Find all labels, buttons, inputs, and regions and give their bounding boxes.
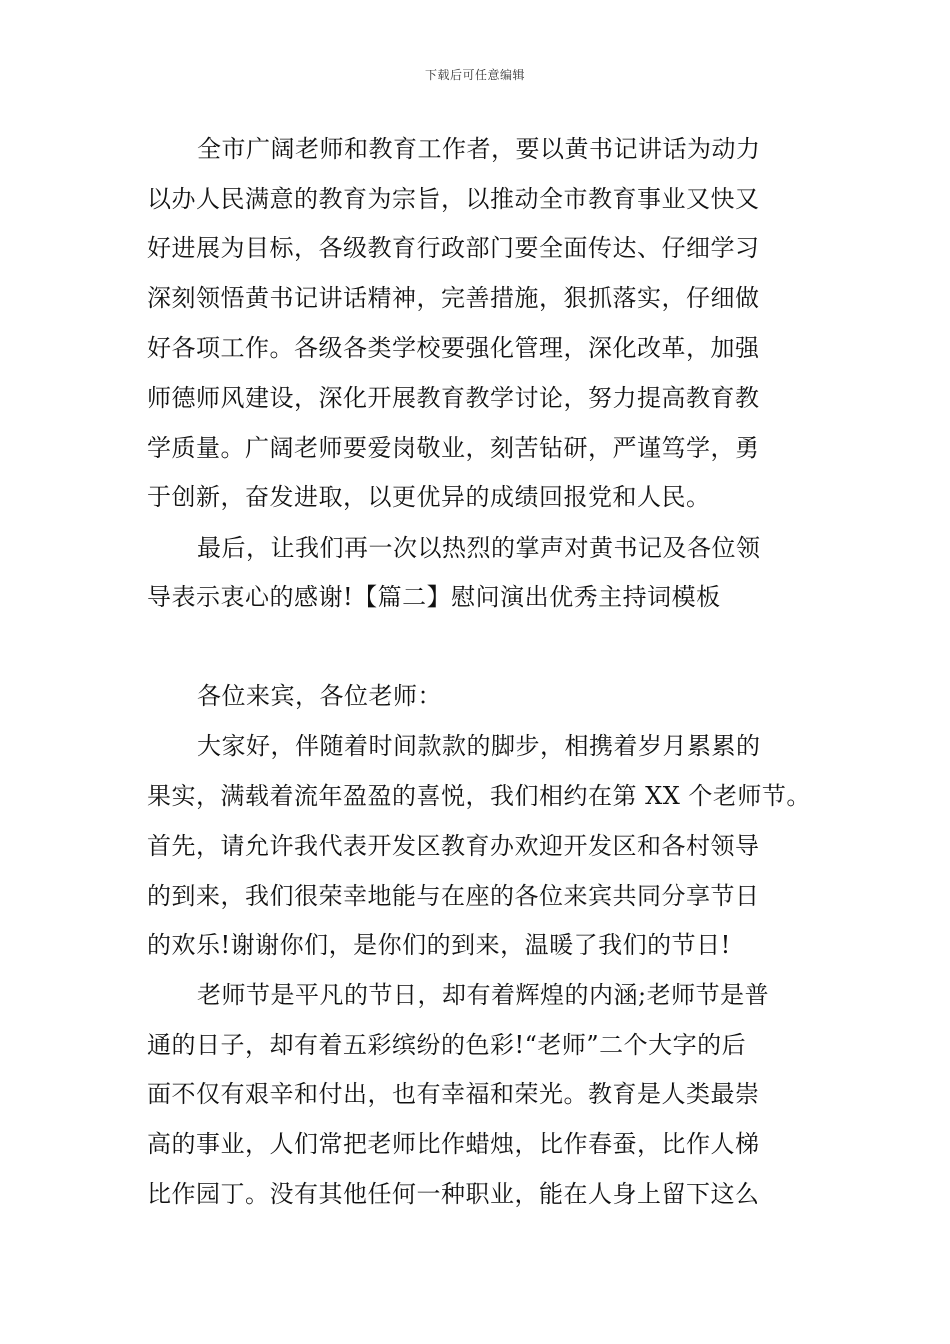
paragraph-line: 首先，请允许我代表开发区教育办欢迎开发区和各村领导 [147, 832, 760, 860]
paragraph-line: 通的日子，却有着五彩缤纷的色彩!“老师”二个大字的后 [147, 1031, 747, 1059]
paragraph-line: 面不仅有艰辛和付出，也有幸福和荣光。教育是人类最崇 [147, 1080, 760, 1108]
paragraph-line: 比作园丁。没有其他任何一种职业，能在人身上留下这么 [147, 1180, 760, 1208]
paragraph-line: 好各项工作。各级各类学校要强化管理，深化改革，加强 [147, 334, 760, 362]
paragraph-line: 老师节是平凡的节日，却有着辉煌的内涵;老师节是普 [197, 981, 770, 1009]
paragraph-line: 导表示衷心的感谢!【篇二】慰问演出优秀主持词模板 [147, 583, 721, 611]
paragraph-line: 师德师风建设，深化开展教育教学讨论，努力提高教育教 [147, 384, 760, 412]
paragraph-line: 全市广阔老师和教育工作者，要以黄书记讲话为动力 [197, 135, 761, 163]
page-header-note: 下载后可任意编辑 [424, 68, 525, 82]
paragraph-line: 学质量。广阔老师要爱岗敬业，刻苦钻研，严谨笃学，勇 [147, 434, 760, 462]
paragraph-line: 大家好，伴随着时间款款的脚步，相携着岁月累累的 [197, 732, 761, 760]
paragraph-line: 的欢乐!谢谢你们，是你们的到来，温暖了我们的节日! [147, 931, 731, 959]
paragraph-line: 的到来，我们很荣幸地能与在座的各位来宾共同分享节日 [147, 882, 760, 910]
paragraph-line: 于创新，奋发进取，以更优异的成绩回报党和人民。 [147, 483, 711, 511]
paragraph-line: 最后，让我们再一次以热烈的掌声对黄书记及各位领 [197, 534, 761, 562]
paragraph-line: 好进展为目标，各级教育行政部门要全面传达、仔细学习 [147, 234, 760, 262]
salutation-line: 各位来宾，各位老师： [197, 682, 442, 710]
paragraph-line: 果实，满载着流年盈盈的喜悦，我们相约在第 XX 个老师节。 [147, 782, 811, 810]
paragraph-line: 高的事业，人们常把老师比作蜡烛，比作春蚕，比作人梯 [147, 1130, 760, 1158]
paragraph-line: 深刻领悟黄书记讲话精神，完善措施，狠抓落实，仔细做 [147, 284, 760, 312]
paragraph-line: 以办人民满意的教育为宗旨，以推动全市教育事业又快又 [147, 185, 760, 213]
